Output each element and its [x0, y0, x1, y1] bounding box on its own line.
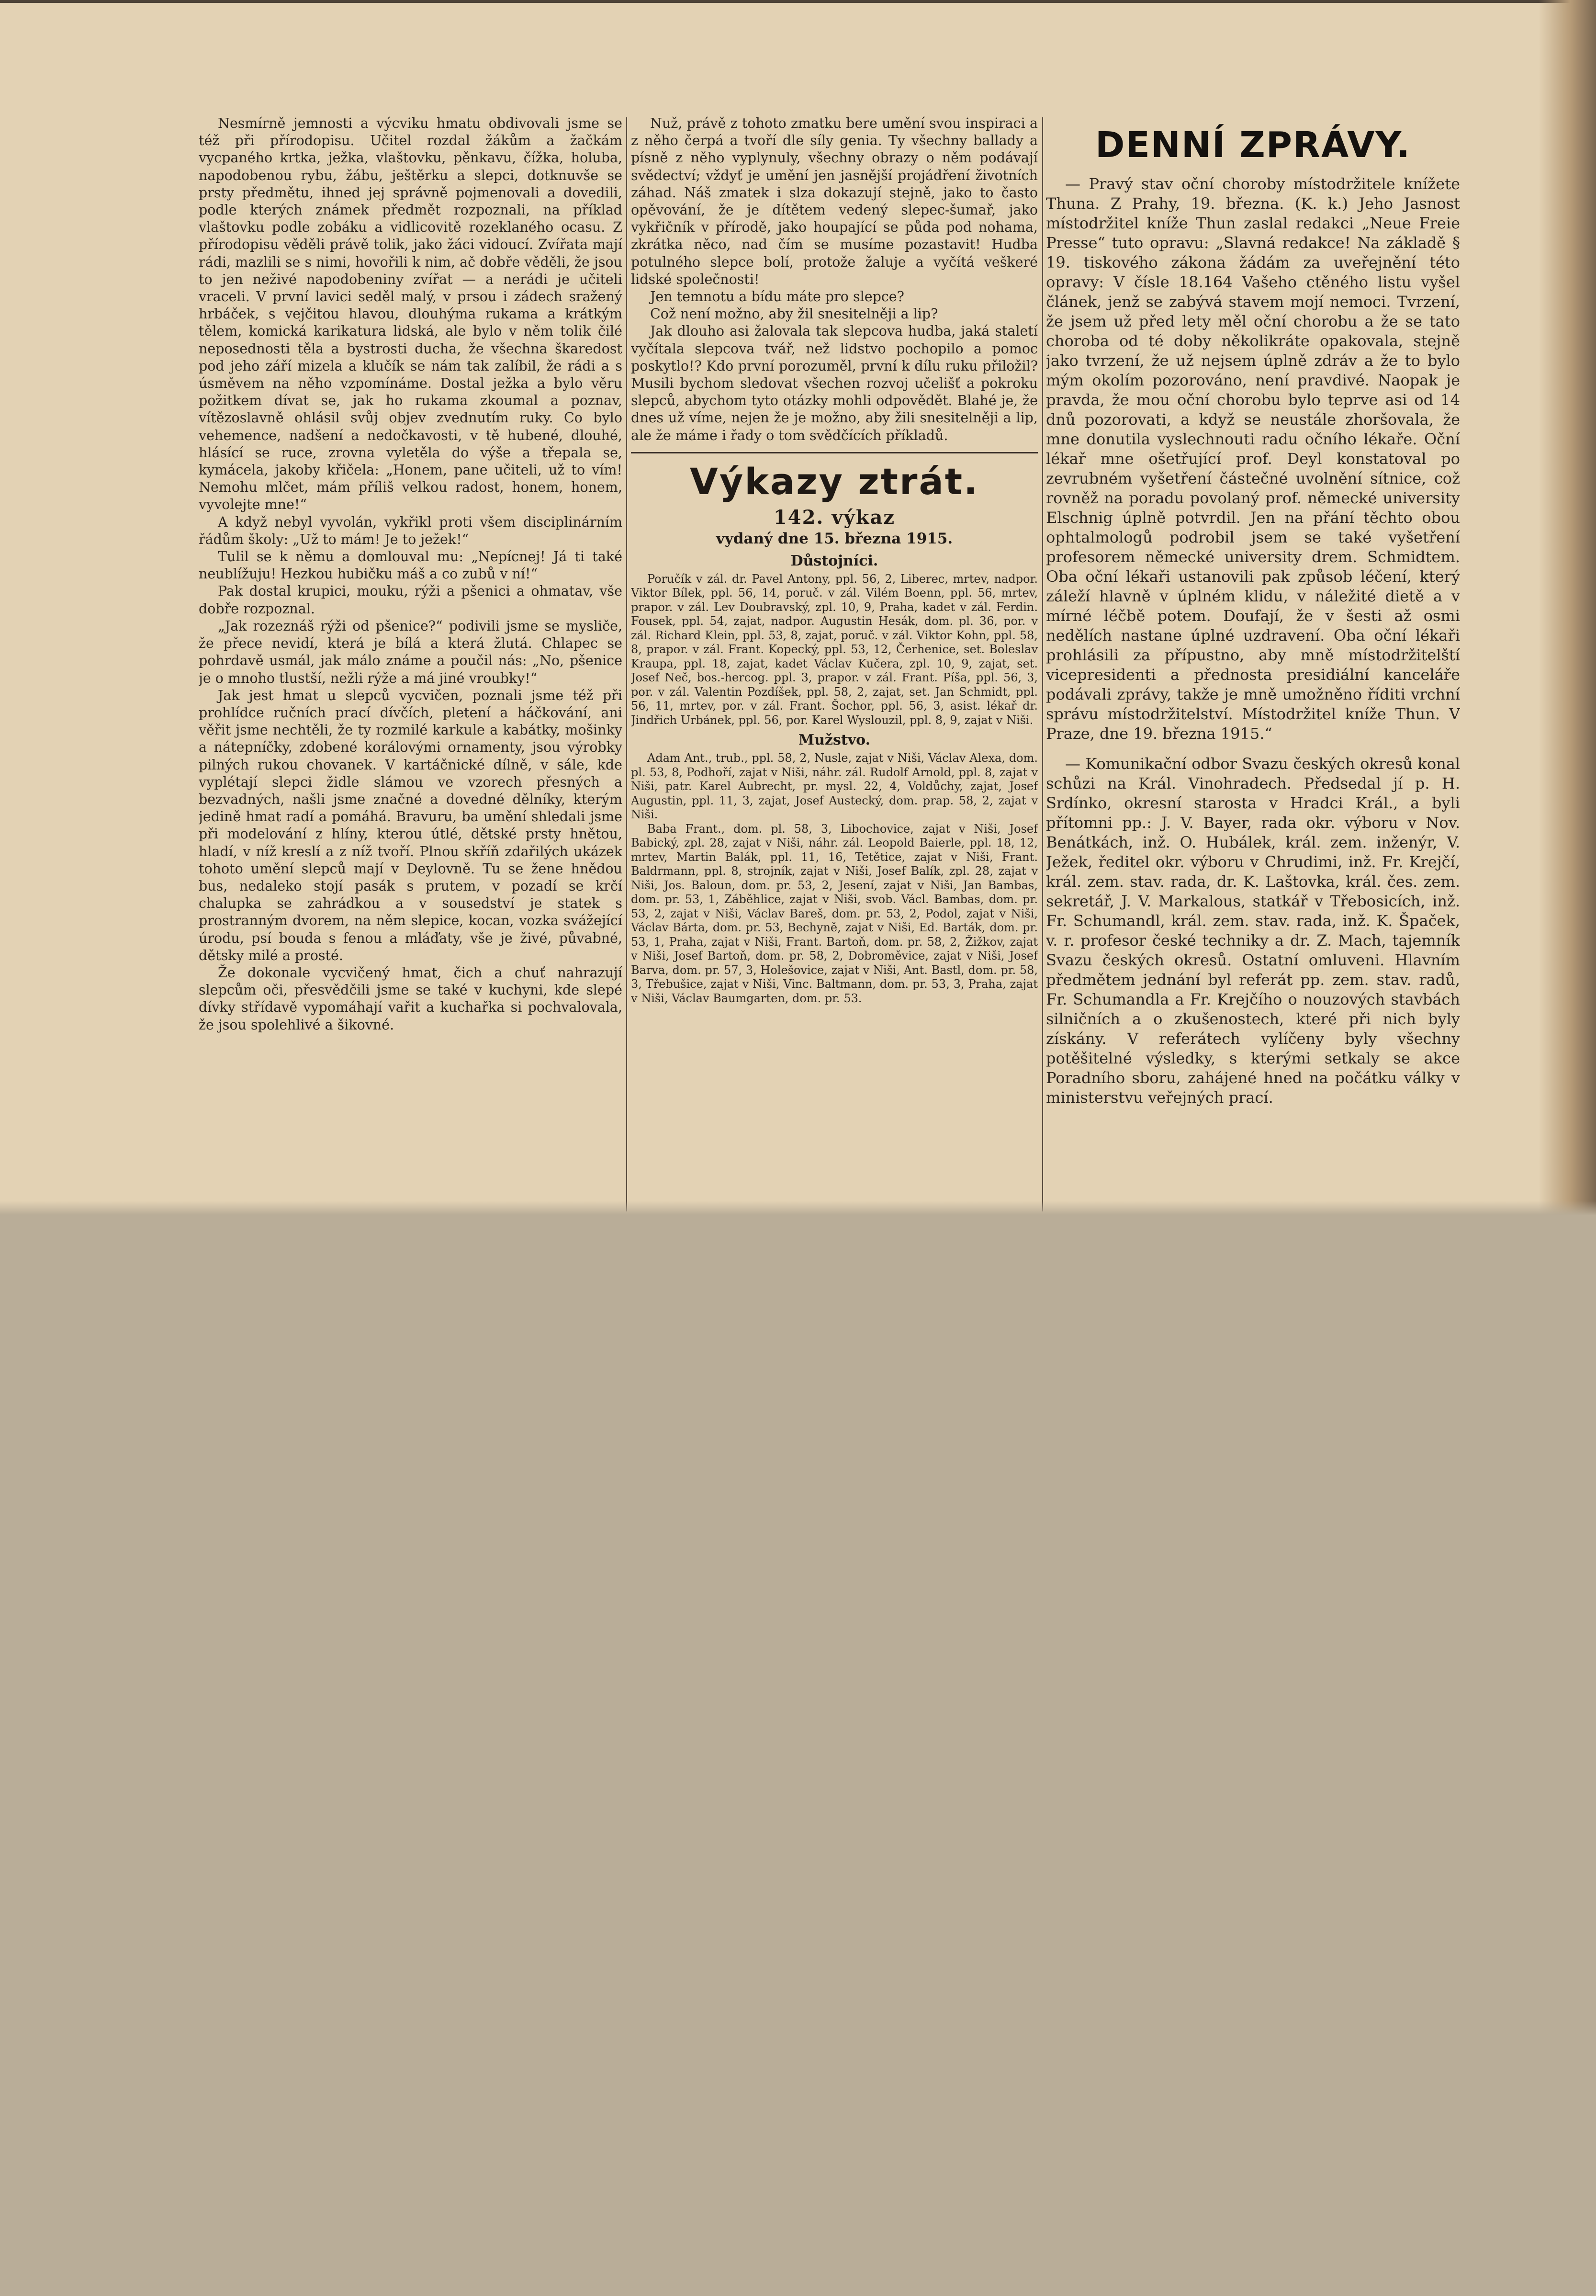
losses-date: vydaný dne 15. března 1915. [716, 530, 953, 547]
men-list [631, 751, 1038, 1006]
paragraph: Nuž, právě z tohoto zmatku bere umění svou inspiraci a z něho čerpá a tvoří dle síly genia. Ty všechny ballady a písně z něho vyplynuly, všechny obrazy o něm podávají svědectví; vždyť je umění jen jasnější projádření životních záhad. Náš zmatek i slza dokazují stejně, jako to často opěvování, že je dítětem vedený slepec-šumař, jako vykřičník v přírodě, jako houpající se půda pod nohama, zkrátka něco, nad čím se musíme pozastavit! Hudba potulného slepce bolí, protože žaluje a vyčítá veškeré lidské společnosti! [631, 115, 1038, 287]
paragraph: Jak dlouho asi žalovala tak slepcova hudba, jaká staletí vyčítala slepcova tvář, než lidstvo pochopilo a pomoc poskytlo!? Kdo první porozuměl, první k dílu ruku přiložil? Musili bychom sledovat všechen rozvoj učelišť a pokroku slepců, abychom tyto otázky mohli odpovědět. Blahé je, že dnes už víme, nejen že je možno, aby žili snesitelněji a lip, ale že máme i řady o tom svědčících příkladů. [631, 323, 1038, 443]
item-spacer [1046, 744, 1460, 754]
losses-number: 142. výkaz [773, 506, 896, 529]
page-bottom-edge [0, 1201, 1596, 1215]
list-item: Baba Frant., dom. pl. 58, 3, Libochovice, zajat v Niši, Josef Babický, zpl. 28, zajat v Niši, náhr. zál. Leopold Baierle, ppl. 18, 12, mrtev, Martin Balák, ppl. 11, 16, Tetětice, zajat v Niši, Frant. Baldrmann, ppl. 8, strojník, zajat v Niši, Josef Balík, zpl. 28, zajat v Niši, Jos. Baloun, dom. pr. 53, 2, Jesení, zajat v Niši, Jan Bambas, dom. pr. 53, 1, Záběhlice, zajat v Niši, svob. Václ. Bambas, dom. pr. 53, 2, zajat v Niši, Václav Bareš, dom. pr. 53, 2, Podol, zajat v Niši, Václav Bárta, dom. pr. 53, Bechyně, zajat v Niši, Ed. Barták, dom. pr. 53, 1, Praha, zajat v Niši, Frant. Bartoň, dom. pr. 58, 2, Žižkov, zajat v Niši, Josef Bartoň, dom. pr. 58, 2, Dobroměvice, zajat v Niši, Josef Barva, dom. pr. 57, 3, Holešovice, zajat v Niši, Ant. Bastl, dom. pr. 58, 3, Třebušice, zajat v Niši, Vinc. Baltmann, dom. pr. 53, 3, Praha, zajat v Niši, Václav Baumgarten, dom. pr. 53. [631, 822, 1038, 1005]
paragraph: Jak jest hmat u slepců vycvičen, poznali jsme též při prohlídce ručních prací dívčích, pletení a háčkování, ani věřit jsme nechtěli, že ty rozmilé karkule a kabátky, mošinky a nátepníčky, zdobené korálovými ornamenty, jsou výrobky pilných rukou chovanek. V kartáčnické dílně, v sále, kde vyplétají slepci židle slámou ve vzorech přesných a bezvadných, našli jsme značné a dovedné dělníky, kterým jedině hmat radí a pomáhá. Bravuru, ba umění shledali jsme při modelování z hlíny, kterou útlé, dětské prsty hnětou, hladí, v níž kreslí a z níž tvoří. Plnou skříň zdařilých ukázek tohoto umění slepců mají v Deylovně. Tu se žene hnědou bus, nedaleko stojí pasák s prutem, v pozadí se krčí chalupka se zahrádkou a v sousedství je statek s prostranným dvorem, na něm slepice, kocan, vozka svážející úrodu, psí bouda s fenou a mláďaty, vše je živé, půvabné, dětsky milé a prosté. [199, 687, 622, 963]
list-item: Poručík v zál. dr. Pavel Antony, ppl. 56, 2, Liberec, mrtev, nadpor. Viktor Bílek, ppl. 56, 14, poruč. v zál. Vilém Boenn, ppl. 56, mrtev, prapor. v zál. Lev Doubravský, zpl. 10, 9, Praha, kadet v zál. Ferdin. Fousek, ppl. 54, zajat, nadpor. Augustin Hesák, dom. pl. 36, por. v zál. Richard Klein, ppl. 53, 8, zajat, poruč. v zál. Viktor Kohn, ppl. 58, 8, prapor. v zál. Frant. Kopecký, ppl. 53, 12, Čerhenice, set. Boleslav Kraupa, ppl. 18, zajat, kadet Václav Kučera, zpl. 10, 9, zajat, set. Josef Neč, bos.-hercog. ppl. 3, prapor. v zál. Frant. Píša, ppl. 56, 3, por. v zál. Valentin Pozdíšek, ppl. 58, 2, zajat, set. Jan Schmidt, ppl. 56, 11, mrtev, por. v zál. Frant. Šochor, ppl. 56, 3, asist. lékař dr. Jindřich Urbánek, ppl. 56, por. Karel Wyslouzil, ppl. 8, 9, zajat v Niši. [631, 572, 1038, 727]
paragraph: Tulil se k němu a domlouval mu: „Nepícnej! Já ti také neublížuju! Hezkou hubičku máš a co zubů v ní!“ [199, 549, 622, 582]
section-rule [631, 452, 1038, 453]
paragraph: Pak dostal krupici, mouku, rýži a pšenici a ohmatav, vše dobře rozpoznal. [199, 583, 622, 617]
section-heading-daily-news: DENNÍ ZPRÁVY. [1095, 124, 1411, 166]
scan-top-edge [0, 0, 1596, 3]
column-middle [631, 115, 1038, 1209]
column-left [199, 115, 622, 1209]
paragraph: A když nebyl vyvolán, vykřikl proti všem disciplinárním řádům školy: „Už to mám! Je to ježek!“ [199, 514, 622, 547]
column-divider [626, 117, 627, 1211]
paragraph: „Jak rozeznáš rýži od pšenice?“ podivili jsme se mysliče, že přece nevidí, která je bílá a která žlutá. Chlapec se pohrdavě usmál, jak málo známe a poučil nás: „No, pšenice je o mnoho tlustší, nežli rýže a má jiné vroubky!“ [199, 618, 622, 686]
column-divider [1042, 117, 1043, 1211]
page-binding-edge [1539, 0, 1596, 1215]
losses-title: Výkazy ztrát. [690, 460, 979, 503]
paragraph: Nesmírně jemnosti a výcviku hmatu obdivovali jsme se též při přírodopisu. Učitel rozdal žákům a žačkám vycpaného krtka, ježka, vlaštovku, pěnkavu, čížka, holuba, napodobenou rybu, žábu, ještěrku a slepci, dotknuvše se prsty předmětu, ihned jej správně pojmenovali a dovedili, podle kterých známek předmět rozpoznali, na příklad vlaštovku podle zobáku a vidlicovitě rozeklaného ocasu. Z přírodopisu věděli právě tolik, jako žáci vidoucí. Zvířata mají rádi, mazlili se s nimi, hovořili k nim, ač dobře věděli, že jsou to jen neživé napodobeniny zvířat — a nerádi je učiteli vraceli. V první lavici seděl malý, v prsou i zádech sražený hrbáček, s vejčitou hlavou, dlouhýma rukama a krátkým tělem, komická karikatura lidská, ale bylo v něm tolik čilé neposednosti těla a bystrosti ducha, že všechna škaredost pod jeho září mizela a klučík se nám tak zalíbil, že rádi a s úsměvem na něho vzpomínáme. Dostal ježka a bylo věru požitkem dívat se, jak ho rukama zkoumal a poznav, vítězoslavně ohlásil svůj objev zvednutím ruky. Co bylo vehemence, nadšení a nedočkavosti, v tě hubené, dlouhé, hlásící se ruce, zrovna vyletěla do výše a třepala se, kymácela, jakoby křičela: „Honem, pane učiteli, už to vím! Nemohu mlčet, mám příliš velkou radost, honem, honem, vyvolejte mne!“ [199, 115, 622, 513]
column-right [1046, 115, 1460, 1209]
list-item: Adam Ant., trub., ppl. 58, 2, Nusle, zajat v Niši, Václav Alexa, dom. pl. 53, 8, Podhoří, zajat v Niši, náhr. zál. Rudolf Arnold, ppl. 8, zajat v Niši, patr. Karel Aubrecht, pr. mysl. 22, 4, Voldůchy, zajat, Josef Augustin, ppl. 11, 3, zajat, Josef Austecký, dom. prap. 58, 2, zajat v Niši. [631, 751, 1038, 822]
paragraph: Jen temnotu a bídu máte pro slepce? [650, 289, 904, 305]
officers-list [631, 572, 1038, 728]
paragraph: Že dokonale vycvičený hmat, čich a chuť nahrazují slepcům oči, přesvědčili jsme se také v kuchyni, kde slepé dívky střídavě vypomáhají vařit a kuchařka si pochvalovala, že jsou spolehlivé a šikovné. [199, 964, 622, 1033]
news-item: — Komunikační odbor Svazu českých okresů konal schůzi na Král. Vinohradech. Předsedal jí p. H. Srdínko, okresní starosta v Hradci Král., a byli přítomni pp.: J. V. Bayer, rada okr. výboru v Nov. Benátkách, inž. O. Hubálek, král. zem. inženýr, V. Ježek, ředitel okr. výboru v Chrudimi, inž. Fr. Krejčí, král. zem. stav. rada, dr. K. Laštovka, král. čes. zem. sekretář, J. V. Markalous, statkář v Třebosicích, inž. Fr. Schumandl, král. zem. stav. rada, inž. K. Špaček, v. r. profesor české techniky a dr. Z. Mach, tajemník Svazu českých okresů. Ostatní omluveni. Hlavním předmětem jednání byl referát pp. zem. stav. radů, Fr. Schumandla a Fr. Krejčího o nouzových stavbách silničních a o zkušenostech, které při nich byly získány. V referátech vylíčeny byly všechny potěšitelné výsledky, s kterými setkaly se akce Poradního sboru, zahájené hned na počátku války v ministerstvu veřejných prací. [1046, 755, 1460, 1107]
news-item: — Pravý stav oční choroby místodržitele knížete Thuna. Z Prahy, 19. března. (K. k.) Jeho Jasnost místodržitel kníže Thun zaslal redakci „Neue Freie Presse“ tuto opravu: „Slavná redakce! Na základě § 19. tiskového zákona žádám za uveřejnění této opravy: V čísle 18.164 Vašeho ctěného listu vyšel článek, jenž se zabývá stavem mojí nemoci. Tvrzení, že jsem už před lety měl oční chorobu a že se tato choroba od té doby několikráte opakovala, stejně jako tvrzení, že už nejsem úplně zdráv a že to bylo mým okolím pozorováno, není pravdivé. Naopak je pravda, že mou oční chorobu bylo teprve asi od 14 dnů pozorovati, a když se neustále zhoršovala, že mne donutila vyslechnouti radu očního lékaře. Oční lékař mne ošetřující prof. Deyl konstatoval po zevrubném vyšetření částečné uvolnění sítnice, což rovněž na poradu povolaný prof. německé university Elschnig úplně potvrdil. Jen na přání těchto obou ophtalmologů podrobil jsem se také vyšetření profesorem německé university drem. Schmidtem. Oba oční lékaři ustanovili pak způsob léčení, který záleží hlavně v úplném klidu, v náležité dietě a v mírné léčbě potem. Doufají, že v šesti až osmi nedělích nastane úplné uzdravení. Oba oční lékaři prohlásili za přípustno, aby mně místodržitelští vicepresidenti a přednosta presidiální kanceláře podávali zprávy, takže je mně umožněno říditi vrchní správu místodržitelství. Místodržitel kníže Thun. V Praze, dne 19. března 1915.“ [1046, 175, 1460, 743]
officers-heading: Důstojníci. [790, 552, 878, 569]
men-heading: Mužstvo. [798, 732, 871, 749]
paragraph: Což není možno, aby žil snesitelněji a lip? [650, 306, 938, 322]
